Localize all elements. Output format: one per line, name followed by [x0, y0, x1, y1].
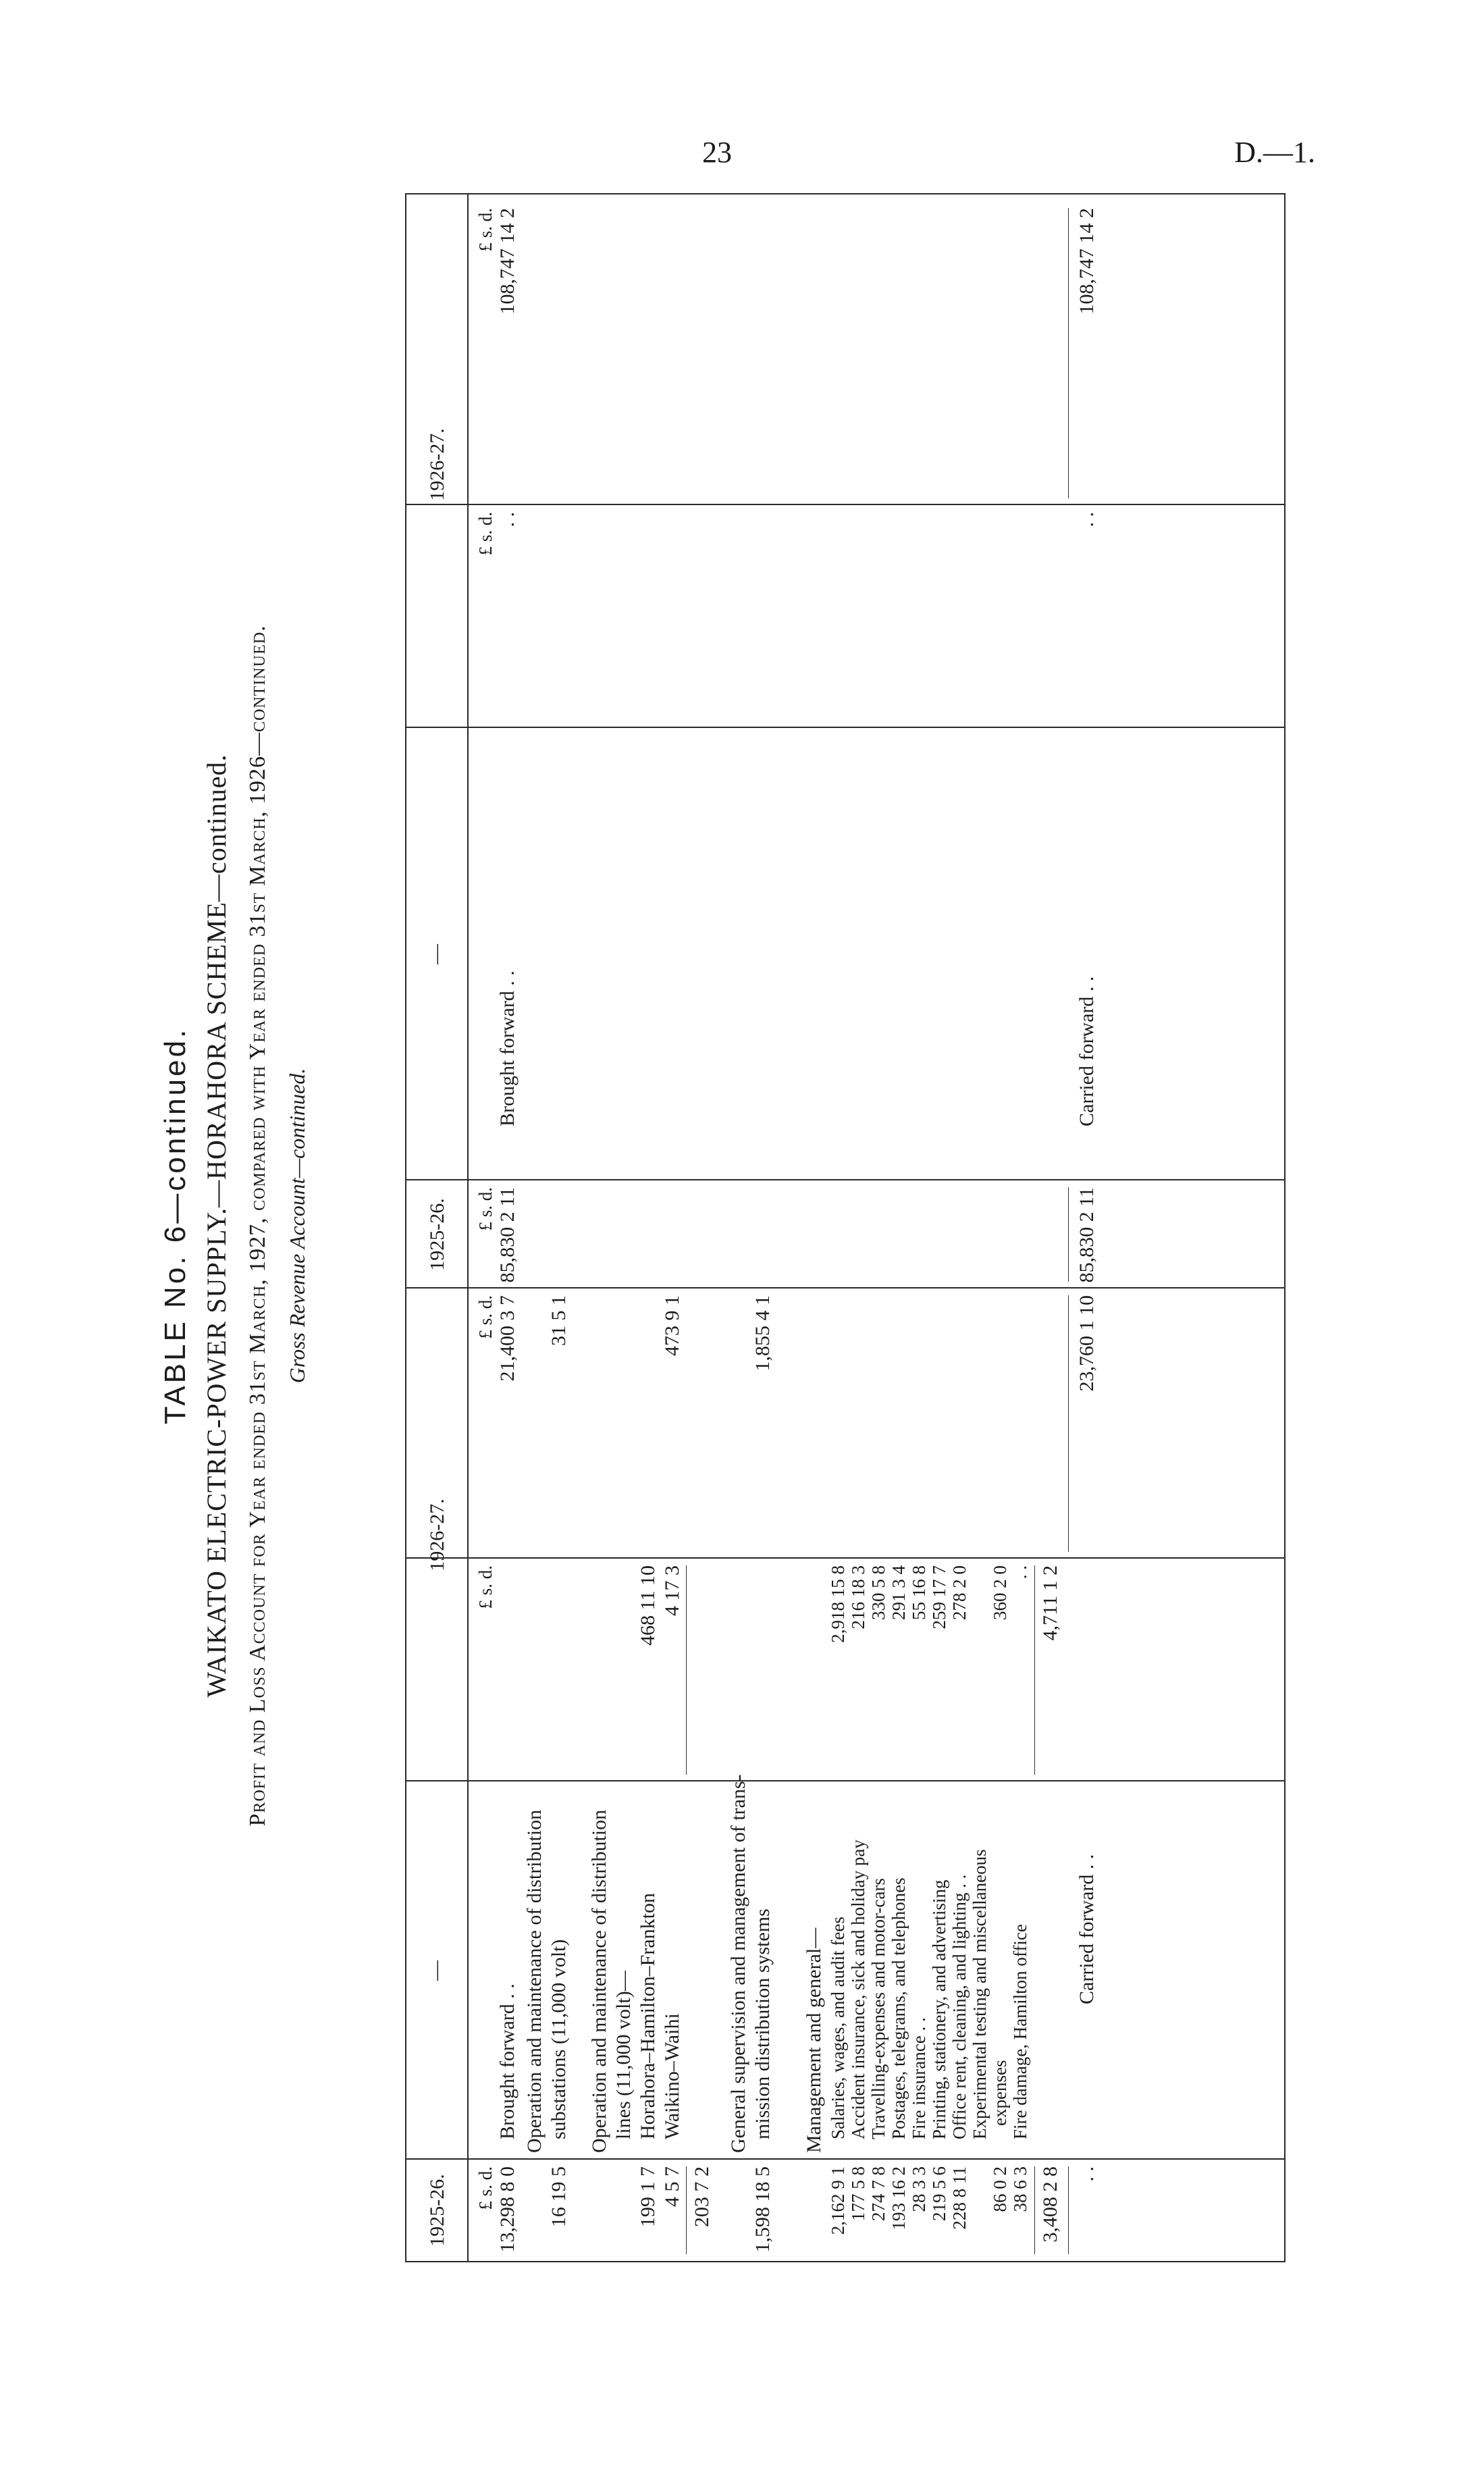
- currency-head: £ s. d.: [475, 208, 496, 252]
- exp-mgmt-item-curr: 55 16 8: [909, 1565, 929, 1620]
- exp-bf-total: 21,400 3 7: [496, 1295, 519, 1382]
- total-rule: [1068, 208, 1069, 498]
- exp-lines-label-2: lines (11,000 volt)—: [612, 1971, 635, 2139]
- exp-cf-total: 23,760 1 10: [1076, 1295, 1098, 1392]
- exp-mgmt-item-label: Postages, telegrams, and telephones: [889, 1877, 909, 2139]
- rev-bf-total: 108,747 14 2: [496, 208, 519, 315]
- col-divider: [406, 1287, 1284, 1288]
- page-reference: D.—1.: [1234, 136, 1315, 169]
- exp-mgmt-item-prev: 28 3 3: [909, 2166, 929, 2212]
- exp-mgmt-item-label: Experimental testing and miscellaneous: [970, 1849, 990, 2139]
- exp-mgmt-item-label: Salaries, wages, and audit fees: [828, 1917, 848, 2139]
- exp-sup-prev: 1,598 18 5: [751, 2166, 774, 2253]
- col-divider: [406, 1557, 1284, 1559]
- exp-mgmt-item-label: Travelling-expenses and motor-cars: [868, 1878, 889, 2139]
- exp-col-1926: 1926-27.: [426, 1499, 448, 1571]
- exp-cf-prev: . .: [1076, 2166, 1098, 2182]
- col-divider: [406, 504, 1284, 505]
- exp-mgmt-item-curr: 259 17 7: [929, 1565, 949, 1630]
- currency-head: £ s. d.: [475, 1565, 496, 1609]
- currency-head: £ s. d.: [475, 1295, 496, 1339]
- exp-lines-prev-sub: 203 7 2: [691, 2166, 713, 2227]
- exp-lines-total: 473 9 1: [661, 1295, 683, 1356]
- subtotal-rule: [686, 1565, 687, 1775]
- total-rule: [1068, 2166, 1069, 2254]
- exp-sup-label-2: mission distribution systems: [751, 1908, 774, 2139]
- exp-mgmt-item-label: Accident insurance, sick and holiday pay: [848, 1840, 868, 2139]
- exp-mgmt-item-prev: 38 6 3: [1010, 2166, 1030, 2212]
- rotated-table-block: [155, 189, 1303, 2262]
- page-number: 23: [702, 136, 732, 169]
- table-number: TABLE No. 6—continued.: [159, 1026, 192, 1425]
- exp-sup-label-1: General supervision and management of trans-: [727, 1774, 749, 2153]
- exp-sub-label-2: substations (11,000 volt): [548, 1939, 570, 2139]
- rev-cf-curr: . .: [1076, 512, 1098, 527]
- exp-sub-prev: 16 19 5: [548, 2166, 570, 2227]
- exp-lines-label-1: Operation and maintenance of distribution: [588, 1809, 610, 2153]
- exp-col-dash: —: [425, 1960, 447, 1981]
- exp-mgmt-item-prev: 177 5 8: [848, 2166, 868, 2221]
- subtotal-rule: [1034, 1565, 1035, 1775]
- rev-bf-label: Brought forward . .: [496, 970, 519, 1126]
- exp-mgmt-item-curr: 278 2 0: [949, 1565, 970, 1620]
- exp-sub-total: 31 5 1: [548, 1295, 570, 1346]
- exp-mgmt-item-prev: 86 0 2: [990, 2166, 1010, 2212]
- exp-mgmt-item-prev: 2,162 9 1: [828, 2166, 848, 2235]
- exp-mgmt-item-curr: 330 5 8: [868, 1565, 889, 1620]
- exp-lines-item-label: Horahora–Hamilton–Frankton: [637, 1893, 659, 2139]
- exp-mgmt-item-curr: 2,918 15 8: [828, 1565, 848, 1643]
- rev-cf-label: Carried forward . .: [1076, 976, 1098, 1126]
- rev-col-dash: —: [425, 944, 447, 964]
- currency-head: £ s. d.: [475, 1187, 496, 1231]
- exp-mgmt-item-label: Fire insurance . .: [909, 2017, 929, 2139]
- exp-lines-item-label: Waikino–Waihi: [661, 2013, 683, 2139]
- profit-loss-table: [405, 193, 1286, 2262]
- exp-lines-item-prev: 4 5 7: [661, 2166, 683, 2207]
- exp-mgmt-item-prev: 219 5 6: [929, 2166, 949, 2221]
- exp-bf-label: Brought forward . .: [496, 1983, 519, 2139]
- rev-col-1925: 1925-26.: [426, 1198, 448, 1271]
- currency-head: £ s. d.: [475, 512, 496, 556]
- exp-mgmt-item-curr: 360 2 0: [990, 1565, 1010, 1620]
- exp-mgmt-item-prev: 193 16 2: [889, 2166, 909, 2231]
- rev-bf-prev: 85,830 2 11: [496, 1187, 519, 1283]
- exp-mgmt-item-label: Fire damage, Hamilton office: [1010, 1924, 1030, 2139]
- exp-mgmt-item-curr: 291 3 4: [889, 1565, 909, 1620]
- rev-bf-curr: . .: [496, 512, 519, 527]
- rev-col-1926: 1926-27.: [426, 428, 448, 501]
- exp-mgmt-item-label: Printing, stationery, and advertising: [929, 1879, 949, 2139]
- subtotal-rule: [1034, 2166, 1035, 2254]
- total-rule: [1068, 1187, 1069, 1282]
- scheme-title: WAIKATO ELECTRIC-POWER SUPPLY.—HORAHORA SCHEME—continued.: [201, 754, 232, 1698]
- rev-cf-total: 108,747 14 2: [1076, 208, 1098, 315]
- exp-sub-label-1: Operation and maintenance of distribution: [523, 1809, 546, 2153]
- exp-mgmt-prev-sub: 3,408 2 8: [1039, 2166, 1061, 2243]
- total-rule: [1068, 1295, 1069, 1552]
- currency-head: £ s. d.: [475, 2166, 496, 2210]
- table-titles: [155, 189, 316, 2262]
- account-title: Profit and Loss Account for Year ended 31st March, 1927, compared with Year ended 31st March, 1926—continued.: [245, 625, 270, 1827]
- exp-mgmt-item-curr: . .: [1010, 1565, 1030, 1580]
- exp-mgmt-curr-sub: 4,711 1 2: [1039, 1565, 1061, 1641]
- exp-sup-total: 1,855 4 1: [751, 1295, 774, 1372]
- exp-lines-item-curr: 4 17 3: [661, 1565, 683, 1616]
- exp-cf-label: Carried forward . .: [1076, 1854, 1098, 2004]
- exp-lines-item-prev: 199 1 7: [637, 2166, 659, 2227]
- exp-mgmt-item-prev: 228 8 11: [949, 2166, 970, 2230]
- subtotal-rule: [686, 2166, 687, 2254]
- exp-bf-prev: 13,298 8 0: [496, 2166, 519, 2253]
- col-divider: [406, 2158, 1284, 2160]
- exp-mgmt-label: Management and general—: [803, 1927, 825, 2153]
- exp-mgmt-item-prev: 274 7 8: [868, 2166, 889, 2221]
- exp-mgmt-item-curr: 216 18 3: [848, 1565, 868, 1630]
- exp-col-1925: 1925-26.: [426, 2174, 448, 2247]
- exp-mgmt-item-label: Office rent, cleaning, and lighting . .: [949, 1874, 970, 2139]
- exp-lines-item-curr: 468 11 10: [637, 1565, 659, 1646]
- col-divider: [406, 727, 1284, 728]
- col-divider: [406, 1179, 1284, 1180]
- header-rule: [467, 194, 469, 2261]
- exp-mgmt-item-label-2: expenses: [990, 2060, 1010, 2126]
- section-title: Gross Revenue Account—continued.: [285, 1068, 309, 1384]
- rev-cf-prev: 85,830 2 11: [1076, 1187, 1098, 1283]
